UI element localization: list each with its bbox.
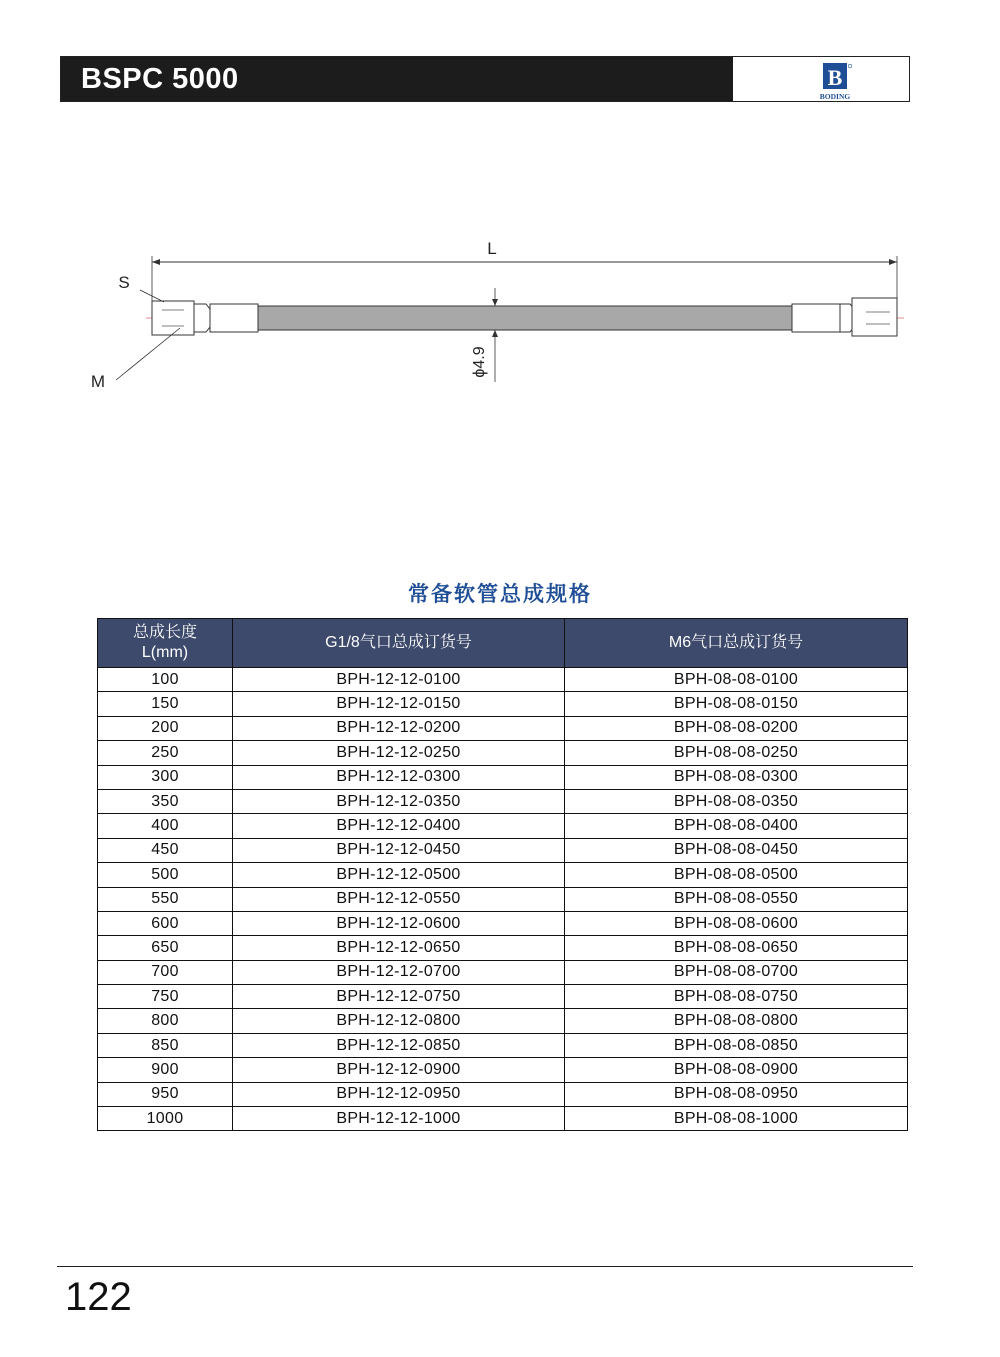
cell-length: 100: [98, 668, 233, 692]
cell-g18-part: BPH-12-12-0150: [233, 692, 565, 716]
cell-m6-part: BPH-08-08-0800: [565, 1009, 908, 1033]
header-length-line1: 总成长度: [132, 624, 197, 641]
cell-m6-part: BPH-08-08-0100: [565, 668, 908, 692]
cell-m6-part: BPH-08-08-0350: [565, 789, 908, 813]
table-row: [98, 911, 908, 935]
cell-g18-part: BPH-12-12-0650: [233, 936, 565, 960]
cell-m6-part: BPH-08-08-0900: [565, 1058, 908, 1082]
cell-m6-part: BPH-08-08-0950: [565, 1082, 908, 1106]
cell-m6-part: BPH-08-08-0850: [565, 1033, 908, 1057]
diameter-label: ϕ4.9: [471, 346, 488, 378]
section-title: 常备软管总成规格: [408, 583, 592, 606]
cell-m6-part: BPH-08-08-0300: [565, 765, 908, 789]
footer-divider: [57, 1266, 913, 1267]
cell-m6-part: BPH-08-08-0500: [565, 863, 908, 887]
cell-length: 600: [98, 911, 233, 935]
cell-length: 950: [98, 1082, 233, 1106]
table-row: [98, 887, 908, 911]
cell-g18-part: BPH-12-12-1000: [233, 1107, 565, 1131]
hose-assembly-drawing: [80, 230, 920, 400]
page-header: [60, 56, 910, 102]
cell-length: 250: [98, 741, 233, 765]
cell-length: 500: [98, 863, 233, 887]
cell-g18-part: BPH-12-12-0600: [233, 911, 565, 935]
table-row: [98, 692, 908, 716]
cell-length: 700: [98, 960, 233, 984]
cell-g18-part: BPH-12-12-0350: [233, 789, 565, 813]
cell-length: 550: [98, 887, 233, 911]
cell-m6-part: BPH-08-08-0650: [565, 936, 908, 960]
cell-length: 800: [98, 1009, 233, 1033]
table-row: [98, 863, 908, 887]
m-label: M: [90, 372, 106, 391]
cell-m6-part: BPH-08-08-0250: [565, 741, 908, 765]
cell-g18-part: BPH-12-12-0800: [233, 1009, 565, 1033]
table-row: [98, 985, 908, 1009]
table-row: [98, 1058, 908, 1082]
table-row: [98, 716, 908, 740]
length-label: L: [487, 239, 497, 258]
right-fitting-nut: [852, 298, 897, 336]
page-number: 122: [65, 1275, 132, 1319]
cell-m6-part: BPH-08-08-0400: [565, 814, 908, 838]
cell-g18-part: BPH-12-12-0850: [233, 1033, 565, 1057]
cell-m6-part: BPH-08-08-0750: [565, 985, 908, 1009]
cell-length: 150: [98, 692, 233, 716]
table-row: [98, 789, 908, 813]
left-fitting-nut: [152, 301, 194, 335]
cell-length: 1000: [98, 1107, 233, 1131]
header-title-bar: [61, 57, 733, 101]
cell-length: 400: [98, 814, 233, 838]
s-label: S: [118, 273, 130, 292]
header-m6: M6气口总成订货号: [565, 619, 908, 668]
cell-g18-part: BPH-12-12-0500: [233, 863, 565, 887]
cell-g18-part: BPH-12-12-0950: [233, 1082, 565, 1106]
logo-text: BODING: [819, 92, 851, 101]
hose-spec-table: [97, 618, 908, 1131]
table-row: [98, 1033, 908, 1057]
logo-letter: B: [827, 65, 843, 90]
table-row: [98, 765, 908, 789]
table-row: [98, 936, 908, 960]
hose-tube: [258, 306, 792, 330]
cell-length: 850: [98, 1033, 233, 1057]
header-g18: G1/8气口总成订货号: [233, 619, 565, 668]
table-row: [98, 814, 908, 838]
cell-g18-part: BPH-12-12-0750: [233, 985, 565, 1009]
table-row: [98, 668, 908, 692]
cell-g18-part: BPH-12-12-0300: [233, 765, 565, 789]
boding-logo: [809, 61, 869, 101]
header-title: BSPC 5000: [81, 63, 239, 95]
table-header-row: [98, 619, 908, 668]
table-row: [98, 960, 908, 984]
table-row: [98, 1107, 908, 1131]
header-length-line2: L(mm): [141, 644, 189, 661]
cell-m6-part: BPH-08-08-0600: [565, 911, 908, 935]
cell-m6-part: BPH-08-08-0550: [565, 887, 908, 911]
cell-m6-part: BPH-08-08-1000: [565, 1107, 908, 1131]
cell-length: 350: [98, 789, 233, 813]
cell-g18-part: BPH-12-12-0450: [233, 838, 565, 862]
cell-length: 300: [98, 765, 233, 789]
table-row: [98, 741, 908, 765]
cell-g18-part: BPH-12-12-0900: [233, 1058, 565, 1082]
cell-length: 900: [98, 1058, 233, 1082]
table-row: [98, 838, 908, 862]
table-row: [98, 1009, 908, 1033]
table-row: [98, 1082, 908, 1106]
cell-m6-part: BPH-08-08-0150: [565, 692, 908, 716]
cell-g18-part: BPH-12-12-0100: [233, 668, 565, 692]
cell-g18-part: BPH-12-12-0550: [233, 887, 565, 911]
left-fitting-sleeve: [210, 304, 258, 332]
cell-g18-part: BPH-12-12-0700: [233, 960, 565, 984]
cell-m6-part: BPH-08-08-0700: [565, 960, 908, 984]
cell-length: 450: [98, 838, 233, 862]
cell-m6-part: BPH-08-08-0450: [565, 838, 908, 862]
cell-length: 750: [98, 985, 233, 1009]
cell-length: 200: [98, 716, 233, 740]
cell-g18-part: BPH-12-12-0250: [233, 741, 565, 765]
cell-g18-part: BPH-12-12-0200: [233, 716, 565, 740]
cell-g18-part: BPH-12-12-0400: [233, 814, 565, 838]
cell-m6-part: BPH-08-08-0200: [565, 716, 908, 740]
right-fitting-sleeve: [792, 304, 840, 332]
cell-length: 650: [98, 936, 233, 960]
header-length: [98, 619, 233, 668]
